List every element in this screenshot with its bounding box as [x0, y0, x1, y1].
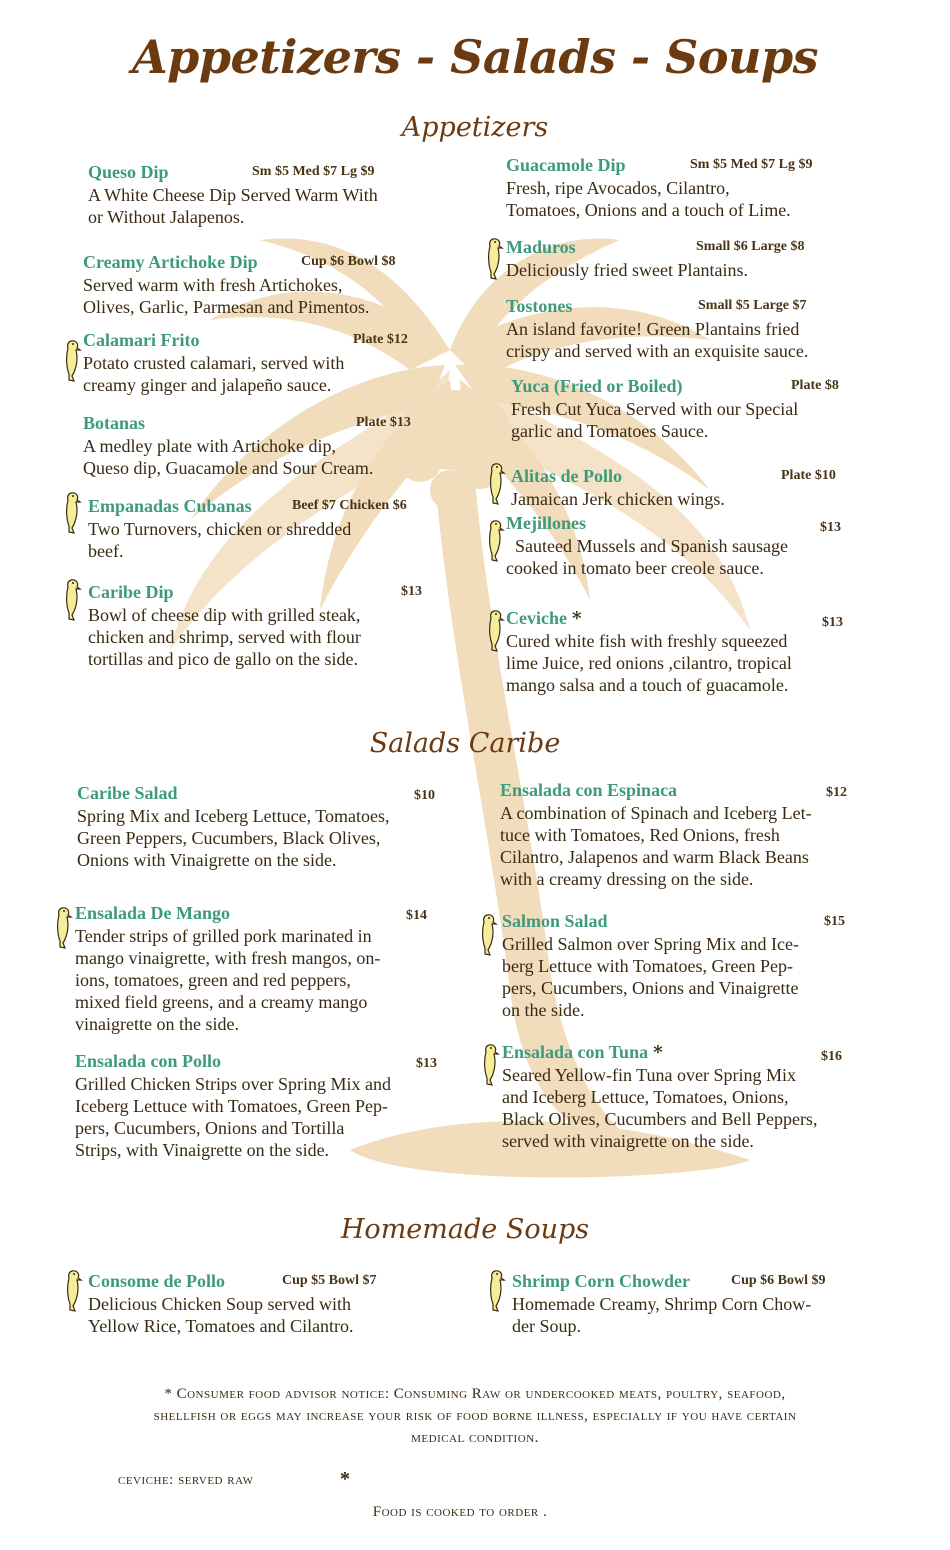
- menu-item: [506, 296, 876, 362]
- item-name: Ensalada con Pollo: [75, 1051, 222, 1071]
- item-name: Caribe Salad: [77, 783, 178, 803]
- advisory-notice-line: medical condition.: [411, 1430, 539, 1446]
- item-name: Yuca (Fried or Boiled): [511, 376, 683, 396]
- parrot-icon: [62, 577, 82, 621]
- menu-item: [511, 376, 871, 442]
- item-desc: Cured white fish with freshly squeezed lime Juice, red onions ,cilantro, tropical mango salsa and a touch of guacamole.: [506, 631, 792, 695]
- menu-item: [506, 513, 866, 579]
- item-desc: Jamaican Jerk chicken wings.: [511, 489, 725, 509]
- item-desc: Fresh Cut Yuca Served with our Special garlic and Tomatoes Sauce.: [511, 399, 799, 441]
- item-desc: Served warm with fresh Artichokes, Olives, Garlic, Parmesan and Pimentos.: [83, 275, 370, 317]
- item-price: Beef $7 Chicken $6: [292, 498, 407, 513]
- item-price: Plate $8: [791, 378, 839, 393]
- item-desc: Sauteed Mussels and Spanish sausage cooked in tomato beer creole sauce.: [506, 536, 788, 578]
- parrot-icon: [486, 1268, 506, 1312]
- item-price: $14: [406, 908, 427, 923]
- item-name: Tostones: [506, 296, 573, 316]
- menu-item: [88, 496, 438, 562]
- item-price: Cup $6 Bowl $9: [731, 1273, 826, 1288]
- item-desc: Grilled Chicken Strips over Spring Mix and Iceberg Lettuce with Tomatoes, Green Pep- pers, Cucumbers, Onions and Tortilla Strips, with Vinaigrette on the side.: [75, 1074, 391, 1160]
- item-name: Guacamole Dip: [506, 155, 626, 175]
- parrot-icon: [484, 236, 504, 280]
- item-price: $13: [401, 584, 422, 599]
- item-price: Plate $12: [353, 332, 408, 347]
- page-title: Appetizers - Salads - Soups: [131, 30, 819, 84]
- item-price: $15: [824, 914, 845, 929]
- ceviche-raw-note: ceviche: served raw: [118, 1472, 254, 1488]
- item-desc: Two Turnovers, chicken or shredded beef.: [88, 519, 352, 561]
- item-name: Creamy Artichoke Dip: [83, 252, 258, 272]
- menu-item: [88, 582, 438, 670]
- menu-item: [506, 608, 866, 696]
- menu-item: [83, 252, 443, 318]
- raw-warning-star: *: [653, 1042, 663, 1063]
- menu-item: [75, 1051, 455, 1161]
- section-title-appetizers: Appetizers: [401, 112, 549, 143]
- item-price: Small $6 Large $8: [696, 239, 805, 254]
- item-name: Consome de Pollo: [88, 1271, 225, 1291]
- item-desc: Bowl of cheese dip with grilled steak, chicken and shrimp, served with flour tortillas and pico de gallo on the side.: [88, 605, 361, 669]
- item-name: Shrimp Corn Chowder: [512, 1271, 691, 1291]
- item-price: $12: [826, 785, 847, 800]
- menu-item: [88, 162, 438, 228]
- item-name: Empanadas Cubanas: [88, 496, 252, 516]
- item-desc: Fresh, ripe Avocados, Cilantro, Tomatoes, Onions and a touch of Lime.: [506, 178, 791, 220]
- parrot-icon: [485, 608, 505, 652]
- parrot-icon: [62, 338, 82, 382]
- menu-item: [506, 237, 866, 281]
- raw-warning-star: *: [572, 608, 582, 629]
- menu-item: [75, 903, 455, 1035]
- menu-item: [506, 155, 866, 221]
- advisory-notice-line: shellfish or eggs may increase your risk of food borne illness, especially if you have certain: [153, 1408, 797, 1424]
- item-name: Alitas de Pollo: [511, 466, 622, 486]
- item-price: $13: [416, 1056, 437, 1071]
- item-price: Small $5 Large $7: [698, 298, 807, 313]
- item-price: Cup $6 Bowl $8: [301, 254, 396, 269]
- item-desc: A medley plate with Artichoke dip, Queso dip, Guacamole and Sour Cream.: [83, 436, 374, 478]
- item-name: Salmon Salad: [502, 911, 608, 931]
- item-desc: Tender strips of grilled pork marinated in mango vinaigrette, with fresh mangos, on- ions, tomatoes, green and red peppers, mixed field greens, and a creamy mango vinaigrette on the side.: [75, 926, 381, 1034]
- item-desc: Grilled Salmon over Spring Mix and Ice- berg Lettuce with Tomatoes, Green Pep- pers, Cucumbers, Onions and Vinaigrette on the side.: [502, 934, 799, 1020]
- item-name: Ensalada con Tuna: [502, 1042, 649, 1062]
- item-price: $10: [414, 788, 435, 803]
- item-name: Maduros: [506, 237, 576, 257]
- item-name: Caribe Dip: [88, 582, 174, 602]
- parrot-icon: [53, 905, 73, 949]
- menu-item: [512, 1271, 882, 1337]
- item-desc: Homemade Creamy, Shrimp Corn Chow- der Soup.: [512, 1294, 812, 1336]
- parrot-icon: [62, 490, 82, 534]
- item-price: Cup $5 Bowl $7: [282, 1273, 377, 1288]
- parrot-icon: [478, 912, 498, 956]
- menu-item: [88, 1271, 458, 1337]
- item-name: Calamari Frito: [83, 330, 200, 350]
- parrot-icon: [63, 1268, 83, 1312]
- menu-item: [502, 1042, 882, 1152]
- item-price: Sm $5 Med $7 Lg $9: [252, 164, 375, 179]
- item-desc: A White Cheese Dip Served Warm With or Without Jalapenos.: [88, 185, 378, 227]
- item-price: Plate $10: [781, 468, 836, 483]
- item-name: Queso Dip: [88, 162, 169, 182]
- menu-item: [83, 413, 433, 479]
- cooked-to-order-note: Food is cooked to order .: [372, 1504, 548, 1520]
- parrot-icon: [480, 1042, 500, 1086]
- menu-item: [500, 780, 880, 890]
- item-name: Ensalada con Espinaca: [500, 780, 678, 800]
- item-desc: An island favorite! Green Plantains fried crispy and served with an exquisite sauce.: [506, 319, 809, 361]
- section-title-salads: Salads Caribe: [369, 728, 561, 759]
- parrot-icon: [486, 461, 506, 505]
- item-desc: Spring Mix and Iceberg Lettuce, Tomatoes, Green Peppers, Cucumbers, Black Olives, Onions with Vinaigrette on the side.: [77, 806, 390, 870]
- item-desc: Delicious Chicken Soup served with Yellow Rice, Tomatoes and Cilantro.: [88, 1294, 354, 1336]
- item-price: Plate $13: [356, 415, 411, 430]
- item-price: Sm $5 Med $7 Lg $9: [690, 157, 813, 172]
- menu-item: [502, 911, 882, 1021]
- section-title-soups: Homemade Soups: [340, 1214, 590, 1245]
- raw-warning-star: *: [340, 1468, 351, 1490]
- item-desc: Deliciously fried sweet Plantains.: [506, 260, 748, 280]
- menu-item: [77, 783, 457, 871]
- item-price: $13: [820, 520, 841, 535]
- item-name: Mejillones: [506, 513, 586, 533]
- item-desc: Seared Yellow-fin Tuna over Spring Mix and Iceberg Lettuce, Tomatoes, Onions, Black Olives, Cucumbers and Bell Peppers, served with vinaigrette on the side.: [502, 1065, 818, 1151]
- item-desc: Potato crusted calamari, served with creamy ginger and jalapeño sauce.: [83, 353, 345, 395]
- item-name: Ensalada De Mango: [75, 903, 231, 923]
- menu-item: [511, 466, 871, 510]
- parrot-icon: [485, 518, 505, 562]
- item-price: $16: [821, 1049, 842, 1064]
- advisory-notice-line: * Consumer food advisor notice: Consuming Raw or undercooked meats, poultry, seafood,: [164, 1386, 786, 1402]
- item-desc: A combination of Spinach and Iceberg Let- tuce with Tomatoes, Red Onions, fresh Cilantro, Jalapenos and warm Black Beans with a creamy dressing on the side.: [500, 803, 812, 889]
- item-name: Ceviche: [506, 608, 567, 628]
- menu-item: [83, 330, 433, 396]
- item-price: $13: [822, 615, 843, 630]
- item-name: Botanas: [83, 413, 146, 433]
